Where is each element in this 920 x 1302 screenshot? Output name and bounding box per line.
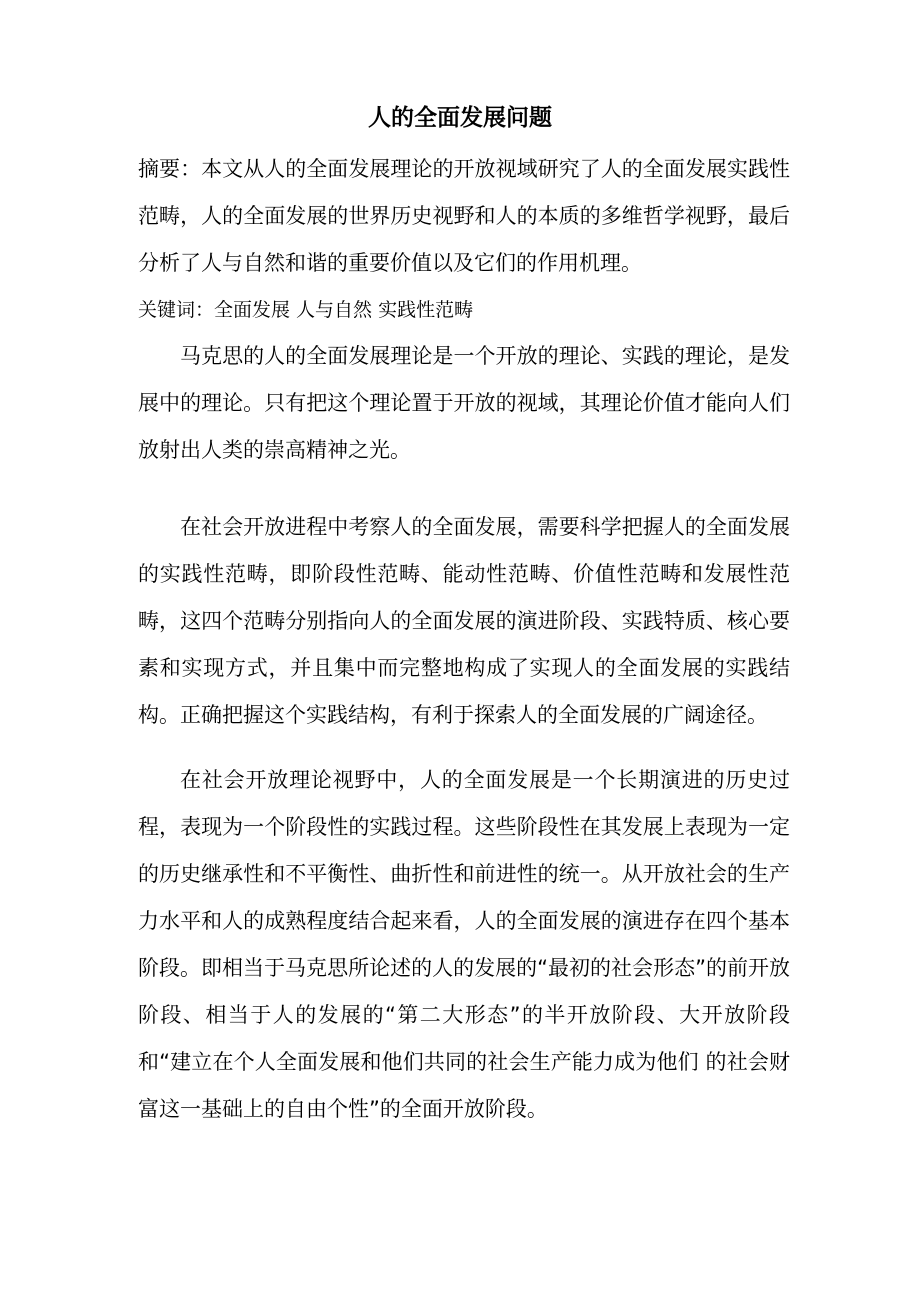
keywords: 关键词：全面发展 人与自然 实践性范畴 <box>138 299 474 321</box>
body-paragraph: 马克思的人的全面发展理论是一个开放的理论、实践的理论，是发展中的理论。只有把这个理论置于开放的视域，其理论价值才能向人们放射出人类的崇高精神之光。 <box>138 344 790 462</box>
body-paragraph: 在社会开放进程中考察人的全面发展，需要科学把握人的全面发展的实践性范畴，即阶段性范畴、能动性范畴、价值性范畴和发展性范畴，这四个范畴分别指向人的全面发展的演进阶段、实践特质、核心要素和实现方式，并且集中而完整地构成了实现人的全面发展的实践结构。正确把握这个实践结构，有利于探索人的全面发展的广阔途径。 <box>138 515 790 727</box>
body-paragraph: 在社会开放理论视野中，人的全面发展是一个长期演进的历史过程，表现为一个阶段性的实践过程。这些阶段性在其发展上表现为一定的历史继承性和不平衡性、曲折性和前进性的统一。从开放社会的生产力水平和人的成熟程度结合起来看，人的全面发展的演进存在四个基本阶段。即相当于马克思所论述的人的发展的“最初的社会形态”的前开放阶段、相当于人的发展的“第二大形态”的半开放阶段、大开放阶段和“建立在个人全面发展和他们共同的社会生产能力成为他们 的社会财富这一基础上的自由个性”的全面开放阶段。 <box>138 768 790 1121</box>
document-title: 人的全面发展问题 <box>368 105 552 131</box>
abstract: 摘要：本文从人的全面发展理论的开放视域研究了人的全面发展实践性范畴，人的全面发展的世界历史视野和人的本质的多维哲学视野，最后分析了人与自然和谐的重要价值以及它们的作用机理。 <box>138 157 790 275</box>
